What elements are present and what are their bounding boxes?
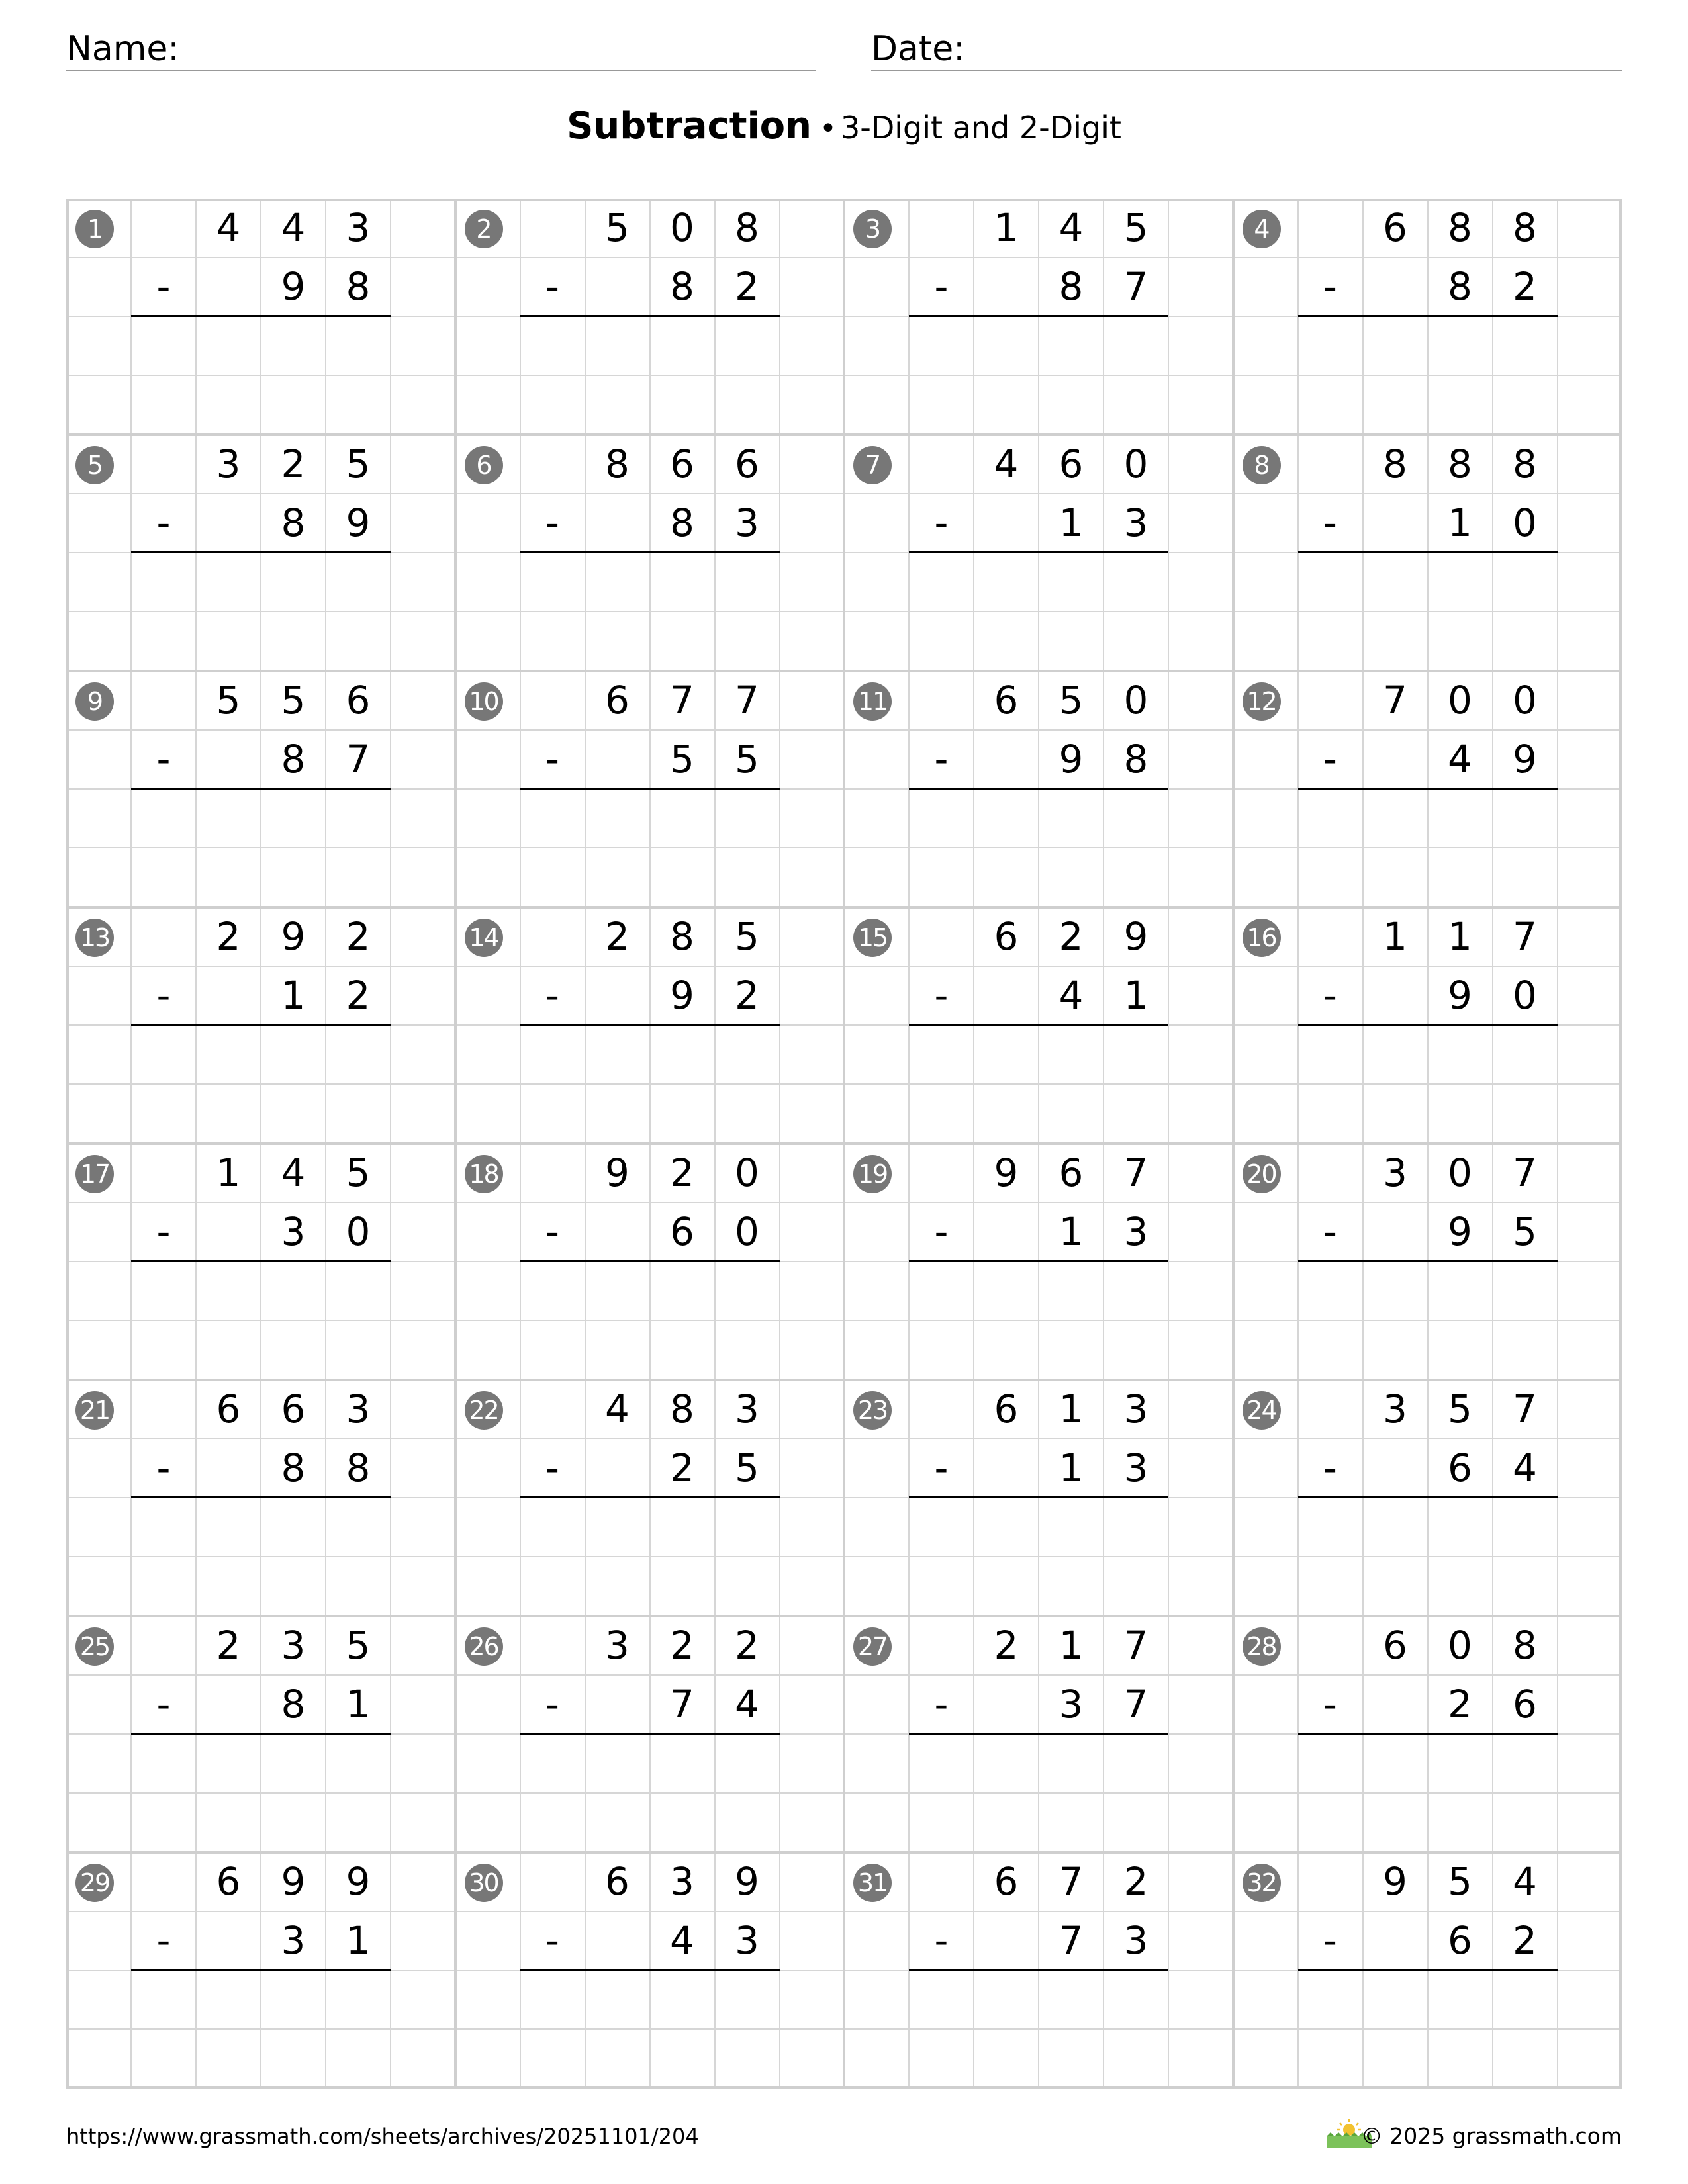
- minus-sign: -: [1323, 264, 1337, 309]
- minus-sign: -: [934, 973, 949, 1018]
- minuend-digit: 9: [994, 1150, 1019, 1195]
- minuend-digit: 6: [994, 1859, 1019, 1904]
- problem-number-badge: 14: [465, 919, 503, 957]
- title-subtitle: 3-Digit and 2-Digit: [840, 110, 1121, 146]
- minuend-digit: 9: [1383, 1859, 1407, 1904]
- subtrahend-digit: 1: [1058, 1209, 1084, 1254]
- subtrahend-digit: 8: [281, 1682, 306, 1727]
- minus-sign: -: [545, 1209, 559, 1254]
- problem-number-badge: 27: [853, 1627, 892, 1666]
- minuend-digit: 3: [1123, 1387, 1149, 1432]
- subtrahend-digit: 3: [1123, 1209, 1149, 1254]
- subtrahend-digit: 8: [281, 737, 306, 782]
- problem-number-badge: 4: [1243, 210, 1281, 248]
- minuend-digit: 5: [346, 1623, 371, 1668]
- date-label: Date:: [871, 29, 965, 69]
- minuend-digit: 8: [605, 441, 630, 486]
- minuend-digit: 0: [1513, 678, 1537, 723]
- minus-sign: -: [545, 1682, 559, 1727]
- minuend-digit: 5: [346, 441, 371, 486]
- subtrahend-digit: 3: [1123, 1918, 1149, 1963]
- minus-sign: -: [156, 1209, 171, 1254]
- problem-number-badge: 23: [853, 1391, 892, 1430]
- minus-sign: -: [934, 1682, 949, 1727]
- subtrahend-digit: 5: [735, 1445, 759, 1490]
- minuend-digit: 5: [605, 205, 630, 250]
- minuend-digit: 8: [1448, 441, 1472, 486]
- minus-sign: -: [156, 1445, 171, 1490]
- minuend-digit: 7: [1058, 1859, 1084, 1904]
- minuend-digit: 5: [216, 678, 241, 723]
- problem-number-badge: 6: [465, 446, 503, 484]
- minuend-digit: 8: [1513, 441, 1537, 486]
- subtrahend-digit: 7: [346, 737, 371, 782]
- problem-number-badge: 22: [465, 1391, 503, 1430]
- subtrahend-digit: 4: [735, 1682, 759, 1727]
- minuend-digit: 3: [346, 1387, 371, 1432]
- minuend-digit: 7: [1383, 678, 1407, 723]
- minus-sign: -: [1323, 1918, 1337, 1963]
- subtrahend-digit: 8: [346, 1445, 371, 1490]
- subtrahend-digit: 5: [670, 737, 694, 782]
- subtrahend-digit: 4: [670, 1918, 694, 1963]
- minuend-digit: 3: [670, 1859, 694, 1904]
- problem-number-badge: 8: [1243, 446, 1281, 484]
- minus-sign: -: [1323, 1445, 1337, 1490]
- subtrahend-digit: 3: [735, 500, 759, 545]
- minuend-digit: 5: [1448, 1859, 1472, 1904]
- minuend-digit: 9: [346, 1859, 371, 1904]
- problem-number-badge: 32: [1243, 1864, 1281, 1902]
- subtrahend-digit: 1: [1058, 1445, 1084, 1490]
- minuend-digit: 2: [994, 1623, 1019, 1668]
- minuend-digit: 8: [1383, 441, 1407, 486]
- subtrahend-digit: 2: [346, 973, 371, 1018]
- minuend-digit: 7: [1513, 1387, 1537, 1432]
- minuend-digit: 1: [1058, 1623, 1084, 1668]
- minus-sign: -: [545, 500, 559, 545]
- subtrahend-digit: 9: [281, 264, 306, 309]
- minuend-digit: 7: [1513, 914, 1537, 959]
- problem-number-badge: 10: [465, 682, 503, 721]
- title-separator: •: [820, 112, 837, 146]
- date-field[interactable]: [871, 24, 1622, 71]
- minuend-digit: 1: [994, 205, 1019, 250]
- subtrahend-digit: 5: [735, 737, 759, 782]
- subtrahend-digit: 8: [1448, 264, 1472, 309]
- subtrahend-digit: 0: [735, 1209, 759, 1254]
- minuend-digit: 8: [1448, 205, 1472, 250]
- worksheet-title: [0, 105, 1688, 148]
- subtrahend-digit: 9: [346, 500, 371, 545]
- minuend-digit: 9: [281, 914, 306, 959]
- minuend-digit: 4: [1513, 1859, 1537, 1904]
- minuend-digit: 2: [216, 1623, 241, 1668]
- problem-number-badge: 31: [853, 1864, 892, 1902]
- minuend-digit: 0: [735, 1150, 759, 1195]
- subtrahend-digit: 8: [670, 264, 694, 309]
- minuend-digit: 2: [216, 914, 241, 959]
- subtrahend-digit: 3: [1123, 1445, 1149, 1490]
- minuend-digit: 9: [281, 1859, 306, 1904]
- problem-number-badge: 3: [853, 210, 892, 248]
- subtrahend-digit: 3: [281, 1918, 306, 1963]
- subtrahend-digit: 4: [1058, 973, 1084, 1018]
- subtrahend-digit: 4: [1448, 737, 1472, 782]
- footer-url: https://www.grassmath.com/sheets/archives/20251101/204: [66, 2124, 699, 2149]
- minus-sign: -: [934, 1209, 949, 1254]
- footer-copyright: © 2025 grassmath.com: [1360, 2123, 1622, 2149]
- minuend-digit: 2: [1058, 914, 1084, 959]
- minuend-digit: 6: [994, 914, 1019, 959]
- subtrahend-digit: 8: [346, 264, 371, 309]
- minuend-digit: 0: [670, 205, 694, 250]
- minuend-digit: 7: [670, 678, 694, 723]
- minus-sign: -: [934, 1445, 949, 1490]
- subtrahend-digit: 6: [1448, 1918, 1472, 1963]
- minus-sign: -: [1323, 500, 1337, 545]
- problem-number-badge: 25: [75, 1627, 114, 1666]
- minus-sign: -: [1323, 973, 1337, 1018]
- subtrahend-digit: 7: [670, 1682, 694, 1727]
- minuend-digit: 8: [670, 914, 694, 959]
- minuend-digit: 1: [216, 1150, 241, 1195]
- minuend-digit: 0: [1123, 441, 1149, 486]
- minuend-digit: 9: [735, 1859, 759, 1904]
- minus-sign: -: [156, 264, 171, 309]
- subtrahend-digit: 2: [735, 973, 759, 1018]
- minuend-digit: 6: [994, 678, 1019, 723]
- minuend-digit: 2: [1123, 1859, 1149, 1904]
- minus-sign: -: [545, 973, 559, 1018]
- minuend-digit: 4: [281, 205, 306, 250]
- subtrahend-digit: 4: [1513, 1445, 1537, 1490]
- minus-sign: -: [934, 500, 949, 545]
- minuend-digit: 3: [216, 441, 241, 486]
- minuend-digit: 6: [346, 678, 371, 723]
- minuend-digit: 1: [1058, 1387, 1084, 1432]
- problem-number-badge: 9: [75, 682, 114, 721]
- subtrahend-digit: 3: [281, 1209, 306, 1254]
- minuend-digit: 1: [1448, 914, 1472, 959]
- problem-number-badge: 28: [1243, 1627, 1281, 1666]
- subtrahend-digit: 1: [281, 973, 306, 1018]
- subtrahend-digit: 5: [1513, 1209, 1537, 1254]
- minus-sign: -: [1323, 1209, 1337, 1254]
- title-main: Subtraction: [567, 105, 812, 148]
- subtrahend-digit: 2: [1513, 264, 1537, 309]
- minus-sign: -: [545, 737, 559, 782]
- minuend-digit: 6: [1058, 1150, 1084, 1195]
- subtrahend-digit: 9: [1058, 737, 1084, 782]
- problem-number-badge: 24: [1243, 1391, 1281, 1430]
- minuend-digit: 5: [346, 1150, 371, 1195]
- problem-number-badge: 21: [75, 1391, 114, 1430]
- subtrahend-digit: 8: [281, 1445, 306, 1490]
- minuend-digit: 6: [670, 441, 694, 486]
- minus-sign: -: [1323, 1682, 1337, 1727]
- subtrahend-digit: 2: [1448, 1682, 1472, 1727]
- minuend-digit: 7: [735, 678, 759, 723]
- minuend-digit: 2: [605, 914, 630, 959]
- minuend-digit: 0: [1448, 1150, 1472, 1195]
- minuend-digit: 2: [670, 1623, 694, 1668]
- minuend-digit: 8: [1513, 205, 1537, 250]
- subtrahend-digit: 8: [1058, 264, 1084, 309]
- problem-number-badge: 30: [465, 1864, 503, 1902]
- problem-number-badge: 15: [853, 919, 892, 957]
- subtrahend-digit: 1: [346, 1918, 371, 1963]
- subtrahend-digit: 7: [1123, 264, 1149, 309]
- subtrahend-digit: 8: [670, 500, 694, 545]
- minus-sign: -: [545, 1445, 559, 1490]
- minuend-digit: 4: [216, 205, 241, 250]
- subtrahend-digit: 1: [1058, 500, 1084, 545]
- problem-number-badge: 11: [853, 682, 892, 721]
- minuend-digit: 6: [1058, 441, 1084, 486]
- minus-sign: -: [934, 264, 949, 309]
- minus-sign: -: [545, 264, 559, 309]
- name-field[interactable]: [66, 24, 816, 71]
- minuend-digit: 9: [1123, 914, 1149, 959]
- minuend-digit: 3: [281, 1623, 306, 1668]
- minuend-digit: 0: [1123, 678, 1149, 723]
- subtrahend-digit: 9: [1513, 737, 1537, 782]
- problem-number-badge: 1: [75, 210, 114, 248]
- minuend-digit: 6: [994, 1387, 1019, 1432]
- minuend-digit: 6: [1383, 1623, 1407, 1668]
- problem-number-badge: 13: [75, 919, 114, 957]
- minus-sign: -: [1323, 737, 1337, 782]
- minuend-digit: 5: [1058, 678, 1084, 723]
- problem-number-badge: 16: [1243, 919, 1281, 957]
- minuend-digit: 3: [1383, 1150, 1407, 1195]
- minus-sign: -: [156, 500, 171, 545]
- problem-number-badge: 18: [465, 1155, 503, 1193]
- problem-number-badge: 19: [853, 1155, 892, 1193]
- problem-grid: [66, 199, 1622, 2089]
- subtrahend-digit: 7: [1058, 1918, 1084, 1963]
- minuend-digit: 8: [670, 1387, 694, 1432]
- minus-sign: -: [156, 973, 171, 1018]
- subtrahend-digit: 0: [1513, 500, 1537, 545]
- problem-number-badge: 12: [1243, 682, 1281, 721]
- subtrahend-digit: 2: [735, 264, 759, 309]
- minuend-digit: 9: [605, 1150, 630, 1195]
- minus-sign: -: [934, 1918, 949, 1963]
- subtrahend-digit: 1: [1123, 973, 1149, 1018]
- minus-sign: -: [156, 1682, 171, 1727]
- minuend-digit: 2: [281, 441, 306, 486]
- minuend-digit: 6: [1383, 205, 1407, 250]
- problem-number-badge: 20: [1243, 1155, 1281, 1193]
- subtrahend-digit: 9: [670, 973, 694, 1018]
- subtrahend-digit: 2: [1513, 1918, 1537, 1963]
- minuend-digit: 7: [1123, 1150, 1149, 1195]
- minuend-digit: 6: [605, 1859, 630, 1904]
- problem-number-badge: 29: [75, 1864, 114, 1902]
- minuend-digit: 6: [216, 1859, 241, 1904]
- minus-sign: -: [545, 1918, 559, 1963]
- subtrahend-digit: 6: [1448, 1445, 1472, 1490]
- subtrahend-digit: 8: [281, 500, 306, 545]
- minuend-digit: 7: [1513, 1150, 1537, 1195]
- subtrahend-digit: 2: [670, 1445, 694, 1490]
- minuend-digit: 4: [994, 441, 1019, 486]
- minuend-digit: 2: [670, 1150, 694, 1195]
- problem-number-badge: 2: [465, 210, 503, 248]
- minuend-digit: 4: [605, 1387, 630, 1432]
- subtrahend-digit: 8: [1123, 737, 1149, 782]
- subtrahend-digit: 3: [735, 1918, 759, 1963]
- minuend-digit: 8: [1513, 1623, 1537, 1668]
- subtrahend-digit: 3: [1058, 1682, 1084, 1727]
- minuend-digit: 5: [1448, 1387, 1472, 1432]
- minuend-digit: 4: [281, 1150, 306, 1195]
- minuend-digit: 1: [1383, 914, 1407, 959]
- minuend-digit: 2: [346, 914, 371, 959]
- minuend-digit: 3: [735, 1387, 759, 1432]
- subtrahend-digit: 9: [1448, 1209, 1472, 1254]
- minuend-digit: 5: [1123, 205, 1149, 250]
- minuend-digit: 6: [605, 678, 630, 723]
- minuend-digit: 5: [281, 678, 306, 723]
- problem-number-badge: 26: [465, 1627, 503, 1666]
- minuend-digit: 3: [1383, 1387, 1407, 1432]
- subtrahend-digit: 6: [670, 1209, 694, 1254]
- subtrahend-digit: 6: [1513, 1682, 1537, 1727]
- minuend-digit: 0: [1448, 678, 1472, 723]
- minuend-digit: 6: [216, 1387, 241, 1432]
- problem-number-badge: 7: [853, 446, 892, 484]
- minuend-digit: 4: [1058, 205, 1084, 250]
- minus-sign: -: [934, 737, 949, 782]
- subtrahend-digit: 1: [346, 1682, 371, 1727]
- name-label: Name:: [66, 29, 179, 69]
- minuend-digit: 8: [735, 205, 759, 250]
- minuend-digit: 3: [605, 1623, 630, 1668]
- subtrahend-digit: 7: [1123, 1682, 1149, 1727]
- minus-sign: -: [156, 737, 171, 782]
- subtrahend-digit: 0: [1513, 973, 1537, 1018]
- subtrahend-digit: 0: [346, 1209, 371, 1254]
- minuend-digit: 6: [735, 441, 759, 486]
- minuend-digit: 7: [1123, 1623, 1149, 1668]
- minus-sign: -: [156, 1918, 171, 1963]
- subtrahend-digit: 1: [1448, 500, 1472, 545]
- minuend-digit: 0: [1448, 1623, 1472, 1668]
- problem-number-badge: 5: [75, 446, 114, 484]
- subtrahend-digit: 3: [1123, 500, 1149, 545]
- subtrahend-digit: 9: [1448, 973, 1472, 1018]
- minuend-digit: 3: [346, 205, 371, 250]
- problem-number-badge: 17: [75, 1155, 114, 1193]
- minuend-digit: 6: [281, 1387, 306, 1432]
- minuend-digit: 5: [735, 914, 759, 959]
- grid-frame: [66, 199, 1622, 2089]
- minuend-digit: 2: [735, 1623, 759, 1668]
